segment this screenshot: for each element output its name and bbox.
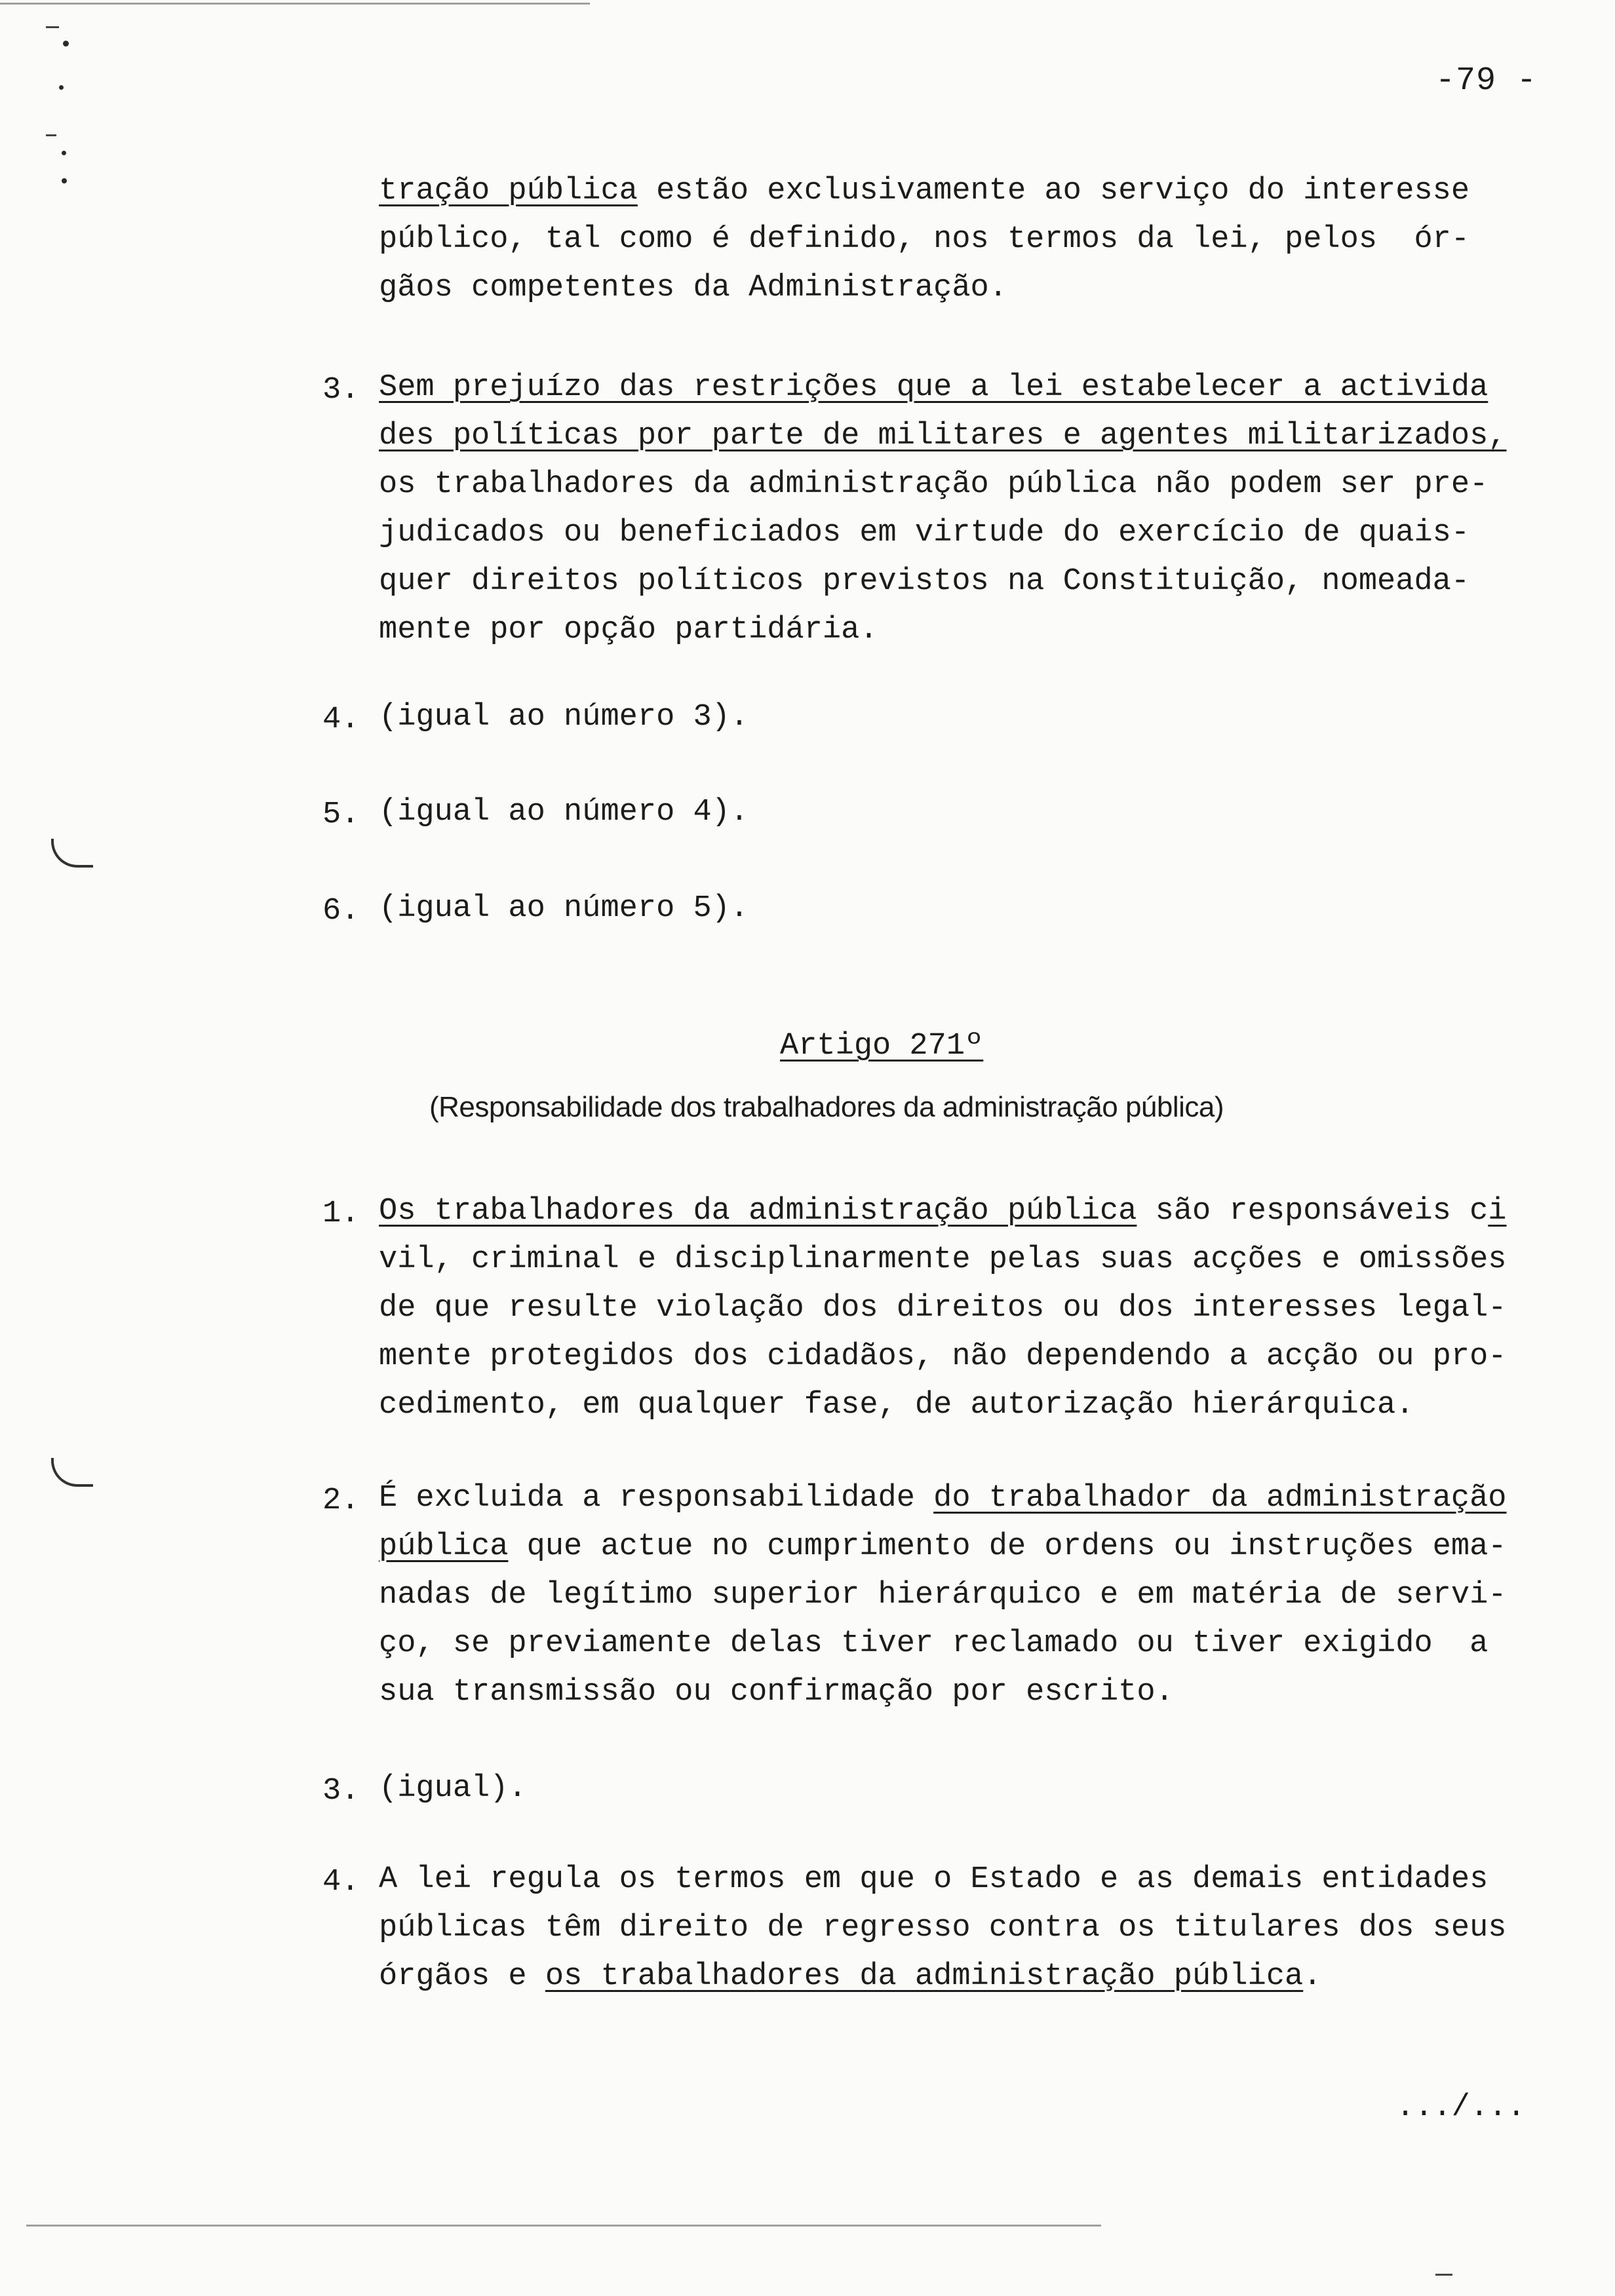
text-span: É excluida a responsabilidade (379, 1481, 934, 1516)
text-line (379, 509, 1469, 558)
text-line (379, 1571, 1506, 1620)
text-span: público, tal como é definido, nos termos da lei, pelos ór- (379, 222, 1470, 257)
article-title: Artigo 271º (780, 1029, 984, 1063)
text-line (379, 167, 1469, 216)
text-span: são responsáveis c (1137, 1194, 1489, 1229)
text-line (379, 1953, 1321, 2001)
text-span: mente protegidos dos cidadãos, não dependendo a acção ou pro- (379, 1339, 1507, 1374)
text-line (379, 1284, 1506, 1333)
underlined-text: des políticas por parte de militares e agentes militarizados, (379, 419, 1507, 453)
text-line (379, 1856, 1488, 1904)
text-line (379, 216, 1469, 264)
text-span: os trabalhadores da administração pública não podem ser pre- (379, 467, 1489, 502)
text-span: quer direitos políticos previstos na Constituição, nomeada- (379, 564, 1470, 599)
text-span: gãos competentes da Administração. (379, 271, 1007, 305)
text-span: que actue no cumprimento de ordens ou instruções ema- (508, 1529, 1507, 1564)
text-line (379, 1668, 1174, 1717)
paragraph-number: 4. (322, 702, 360, 737)
continuation-marker: .../... (1396, 2090, 1526, 2125)
paragraph-number: 3. (322, 373, 360, 408)
underlined-text: tração pública (379, 174, 638, 208)
underlined-text: pública (379, 1529, 509, 1564)
paragraph-number: 4. (322, 1865, 360, 1900)
underlined-text: i (1488, 1194, 1507, 1229)
text-line (379, 1620, 1488, 1668)
text-line (379, 885, 749, 933)
text-line (379, 1904, 1506, 1953)
text-line (379, 1381, 1414, 1430)
scan-dash (46, 26, 59, 28)
text-span: (igual). (379, 1771, 527, 1806)
paragraph-number: 5. (322, 797, 360, 832)
text-span: mente por opção partidária. (379, 613, 878, 647)
underlined-text: Os trabalhadores da administração pública (379, 1194, 1137, 1229)
page-number: -79 - (1435, 62, 1538, 100)
text-line (379, 1187, 1507, 1236)
text-span: (igual ao número 4). (379, 795, 749, 830)
article-subtitle: (Responsabilidade dos trabalhadores da administração pública) (429, 1091, 1224, 1123)
text-line (379, 1765, 527, 1813)
text-span: nadas de legítimo superior hierárquico e em matéria de servi- (379, 1578, 1507, 1613)
text-span: (igual ao número 3). (379, 700, 749, 735)
scan-dot (59, 85, 64, 90)
text-span: estão exclusivamente ao serviço do interesse (637, 174, 1470, 208)
scan-dash (1435, 2274, 1452, 2276)
text-line (379, 461, 1488, 509)
text-span: . (1303, 1959, 1322, 1994)
text-span: públicas têm direito de regresso contra os titulares dos seus (379, 1911, 1507, 1945)
text-span: sua transmissão ou confirmação por escrito. (379, 1675, 1174, 1710)
text-line (379, 1523, 1507, 1571)
underlined-text: os trabalhadores da administração pública (545, 1959, 1304, 1994)
text-line (379, 1333, 1506, 1381)
scan-dot (63, 41, 69, 47)
text-span: vil, criminal e disciplinarmente pelas suas acções e omissões (379, 1242, 1507, 1277)
paragraph-number: 1. (322, 1196, 360, 1231)
text-line (379, 606, 878, 655)
text-line (379, 788, 749, 837)
paragraph-number: 6. (322, 894, 360, 928)
scan-dot (62, 151, 66, 155)
text-span: ço, se previamente delas tiver reclamado ou tiver exigido a (379, 1626, 1489, 1661)
text-line (379, 412, 1506, 461)
scan-dot (62, 178, 67, 183)
scan-line-top (0, 3, 590, 5)
text-span: órgãos e (379, 1959, 545, 1994)
text-line (379, 1236, 1506, 1284)
text-span: judicados ou beneficiados em virtude do exercício de quais- (379, 516, 1470, 550)
text-line (379, 693, 749, 742)
text-span: A lei regula os termos em que o Estado e as demais entidades (379, 1862, 1489, 1897)
margin-arc-mark (51, 839, 93, 868)
scan-line-bottom (26, 2225, 1101, 2227)
scan-dash (46, 134, 56, 136)
paragraph-number: 3. (322, 1774, 360, 1808)
text-line (379, 1474, 1506, 1523)
text-span: (igual ao número 5). (379, 891, 749, 926)
text-span: cedimento, em qualquer fase, de autorização hierárquica. (379, 1388, 1414, 1423)
margin-arc-mark (51, 1458, 93, 1487)
text-line (379, 264, 1007, 313)
text-line (379, 364, 1488, 412)
underlined-text: Sem prejuízo das restrições que a lei estabelecer a activida (379, 370, 1489, 405)
text-line (379, 558, 1469, 606)
underlined-text: do trabalhador da administração (933, 1481, 1507, 1516)
paragraph-number: 2. (322, 1483, 360, 1518)
text-span: de que resulte violação dos direitos ou dos interesses legal- (379, 1291, 1507, 1326)
